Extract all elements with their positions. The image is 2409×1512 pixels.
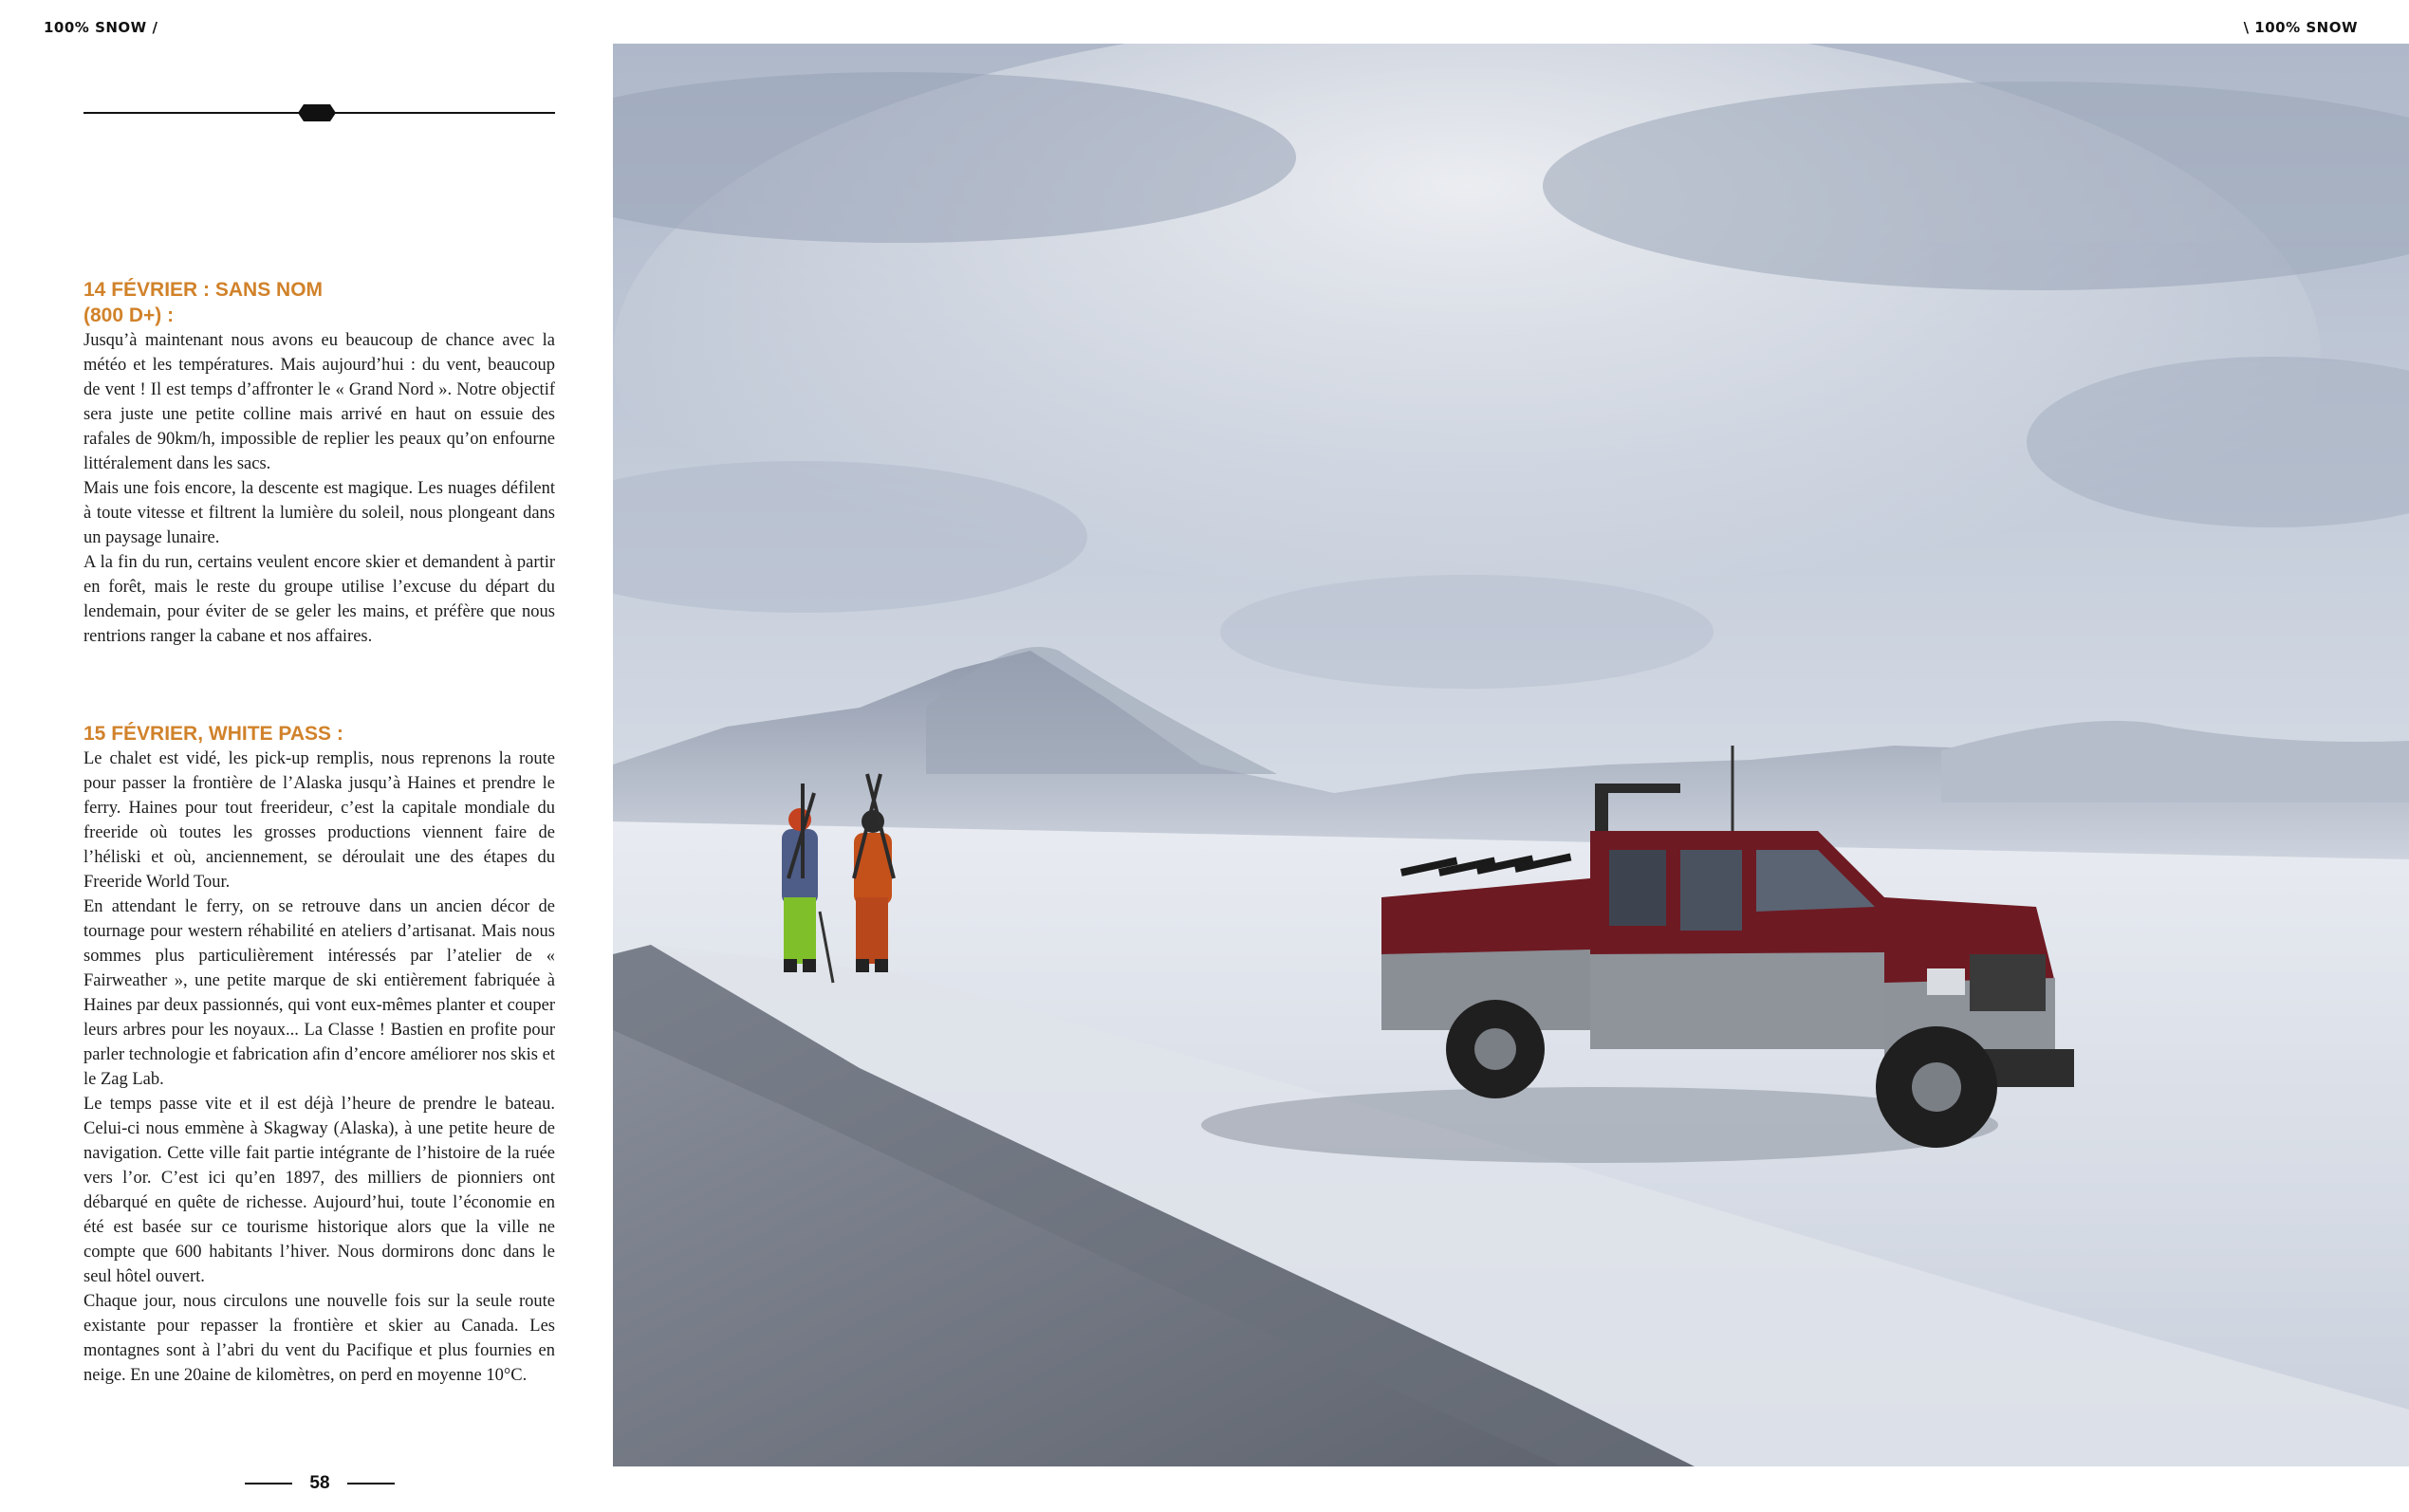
section-sans-nom	[83, 277, 555, 649]
folio-dash-left	[245, 1483, 292, 1484]
section-heading	[83, 721, 555, 747]
ornament-rule	[83, 102, 555, 123]
page-number: 58	[309, 1473, 330, 1493]
paragraph: En attendant le ferry, on se retrouve dans un ancien décor de tournage pour western réhabilité en ateliers d’artisanat. Mais nous sommes plus particulièrement intéressés par l’atelier de « Fairweather », une petite marque de ski entièrement fabriquée à Haines par deux passionnés, qui vont eux-mêmes planter et couper leurs arbres pour les noyaux... La Classe ! Bastien en profite pour parler technologie et fabrication afin d’encore améliorer nos skis et le Zag Lab.	[83, 897, 555, 1089]
photo-illustration	[613, 44, 2409, 1466]
heading-line-1: 15 FÉVRIER, WHITE PASS :	[83, 723, 343, 745]
paragraph: A la fin du run, certains veulent encore skier et demandent à partir en forêt, mais le reste du groupe utilise l’excuse du départ du lendemain, pour éviter de se geler les mains, et préfère que nous rentrions ranger la cabane et nos affaires.	[83, 553, 555, 646]
heading-line-2: (800 D+) :	[83, 304, 175, 326]
rule-badge	[298, 104, 336, 121]
running-head-left: 100% SNOW /	[44, 19, 158, 36]
section-heading	[83, 277, 555, 328]
paragraph: Chaque jour, nous circulons une nouvelle fois sur la seule route existante pour repasser la frontière et skier au Canada. Les montagnes sont à l’abri du vent du Pacifique et plus fournies en neige. En une 20aine de kilomètres, on perd en moyenne 10°C.	[83, 1292, 555, 1385]
photo-snow-road-pickup	[613, 44, 2409, 1466]
section-white-pass	[83, 721, 555, 1388]
running-head-right: \ 100% SNOW	[2243, 19, 2358, 36]
heading-line-1: 14 FÉVRIER : SANS NOM	[83, 279, 324, 301]
page-folio	[245, 1472, 395, 1495]
folio-dash-right	[347, 1483, 395, 1484]
paragraph: Le temps passe vite et il est déjà l’heure de prendre le bateau. Celui-ci nous emmène à Skagway (Alaska), à une petite heure de navigation. Cette ville fait partie intégrante de l’histoire de la ruée vers l’or. C’est ici qu’en 1897, des milliers de pionniers ont débarqué en quête de richesse. Aujourd’hui, toute l’économie en été est basée sur ce tourisme historique alors que la ville ne compte que 600 habitants l’hiver. Nous dormirons donc dans le seul hôtel ouvert.	[83, 1095, 555, 1286]
paragraph: Mais une fois encore, la descente est magique. Les nuages défilent à toute vitesse et filtrent la lumière du soleil, nous plongeant dans un paysage lunaire.	[83, 479, 555, 547]
paragraph: Jusqu’à maintenant nous avons eu beaucoup de chance avec la météo et les températures. Mais aujourd’hui : du vent, beaucoup de vent ! Il est temps d’affronter le « Grand Nord ». Notre objectif sera juste une petite colline mais arrivé en haut on essuie des rafales de 90km/h, impossible de replier les peaux qu’on enfourne littéralement dans les sacs.	[83, 331, 555, 473]
paragraph: Le chalet est vidé, les pick-up remplis, nous reprenons la route pour passer la frontière de l’Alaska jusqu’à Haines et prendre le ferry. Haines pour tout freerideur, c’est la capitale mondiale du freeride où toutes les grosses productions viennent faire de l’héliski et où, anciennement, se déroulait une des étapes du Freeride World Tour.	[83, 749, 555, 892]
